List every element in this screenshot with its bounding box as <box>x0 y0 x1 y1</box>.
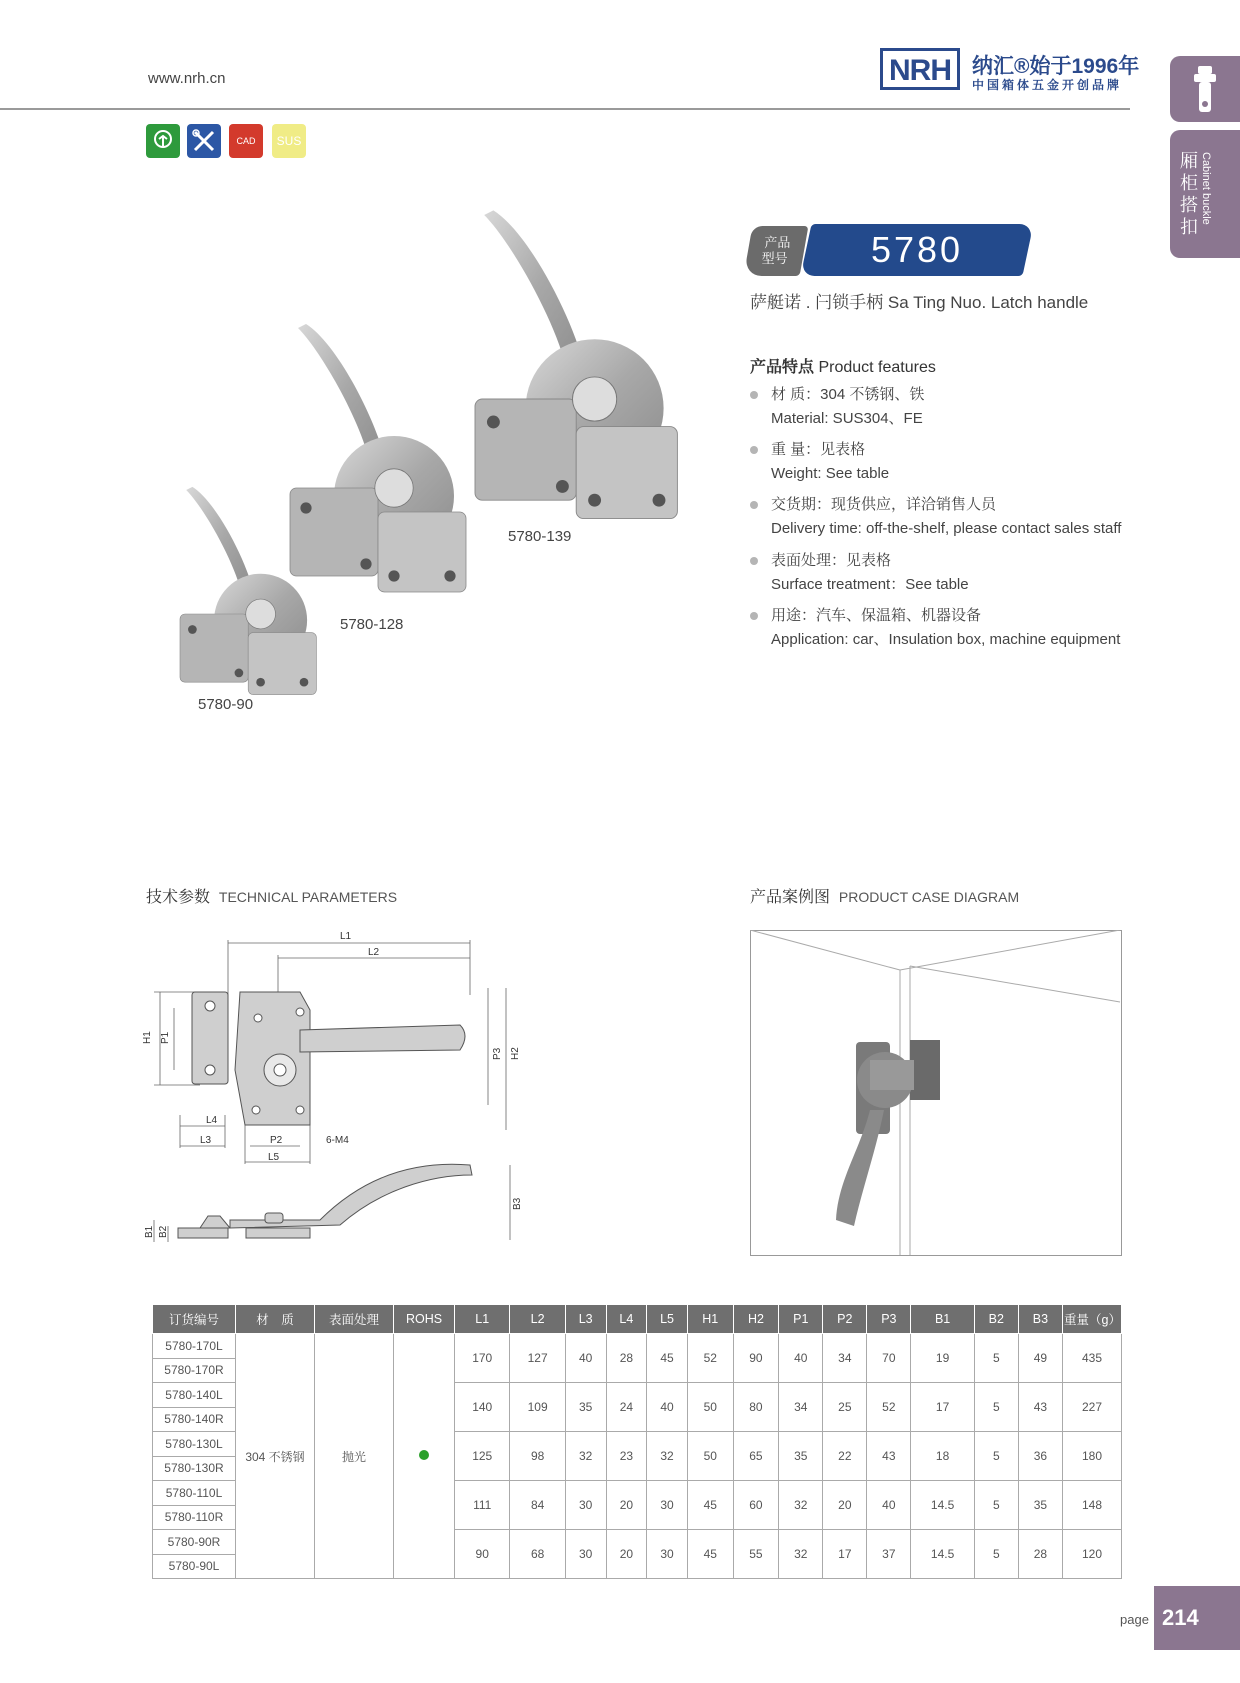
col-header: H1 <box>687 1305 733 1334</box>
col-header: B3 <box>1018 1305 1062 1334</box>
side-tab-en: Cabinet buckle <box>1200 152 1212 225</box>
value-cell: 18 <box>911 1432 974 1481</box>
value-cell: 180 <box>1063 1432 1122 1481</box>
feature-cn: 交货期：现货供应，详洽销售人员 <box>771 496 997 513</box>
value-cell: 98 <box>510 1432 565 1481</box>
value-cell: 43 <box>1018 1383 1062 1432</box>
col-header: 表面处理 <box>315 1305 394 1334</box>
product-subtitle: 萨艇诺 . 闩锁手柄 Sa Ting Nuo. Latch handle <box>750 293 1089 312</box>
value-cell: 50 <box>687 1432 733 1481</box>
value-cell: 30 <box>565 1481 606 1530</box>
value-cell: 68 <box>510 1530 565 1579</box>
order-code-cell <box>153 1530 236 1579</box>
finish-cell: 抛光 <box>315 1334 394 1579</box>
value-cell: 20 <box>606 1481 647 1530</box>
order-code: 5780-170L <box>153 1335 235 1359</box>
value-cell: 125 <box>455 1432 510 1481</box>
value-cell: 32 <box>779 1530 823 1579</box>
bullet-icon <box>750 446 758 454</box>
dim-B3: B3 <box>512 1197 523 1210</box>
logo-title: 纳汇®始于1996年 <box>972 55 1140 78</box>
value-cell: 34 <box>779 1383 823 1432</box>
order-code: 5780-130R <box>164 1460 224 1475</box>
page-label: page <box>1120 1612 1149 1627</box>
col-header: B2 <box>974 1305 1018 1334</box>
col-header: P3 <box>867 1305 911 1334</box>
tools-icon <box>187 124 221 158</box>
case-heading-cn: 产品案例图 <box>750 889 831 906</box>
value-cell: 90 <box>733 1334 779 1383</box>
feature-item <box>750 493 1121 541</box>
value-cell: 5 <box>974 1334 1018 1383</box>
value-cell: 55 <box>733 1530 779 1579</box>
value-cell: 52 <box>687 1334 733 1383</box>
spec-table <box>152 1304 1122 1579</box>
rohs-cell <box>394 1334 455 1579</box>
dim-B1: B1 <box>144 1225 155 1238</box>
side-tab-cn: 厢柜搭扣 <box>1180 151 1198 237</box>
value-cell: 25 <box>823 1383 867 1432</box>
sus-icon: SUS <box>272 124 306 158</box>
feature-item <box>750 383 924 431</box>
value-cell: 17 <box>823 1530 867 1579</box>
value-cell: 435 <box>1063 1334 1122 1383</box>
col-header: 重量（g） <box>1063 1305 1122 1334</box>
order-code-cell <box>153 1334 236 1383</box>
model-label <box>744 226 809 276</box>
value-cell: 32 <box>565 1432 606 1481</box>
col-header: L5 <box>647 1305 688 1334</box>
value-cell: 34 <box>823 1334 867 1383</box>
feature-cn: 用途：汽车、保温箱、机器设备 <box>771 607 982 624</box>
value-cell: 23 <box>606 1432 647 1481</box>
value-cell: 5 <box>974 1530 1018 1579</box>
value-cell: 5 <box>974 1432 1018 1481</box>
feature-item <box>750 438 889 486</box>
value-cell: 40 <box>779 1334 823 1383</box>
value-cell: 5 <box>974 1383 1018 1432</box>
order-code: 5780-110R <box>164 1509 224 1524</box>
variant-label: 5780-139 <box>508 528 572 545</box>
order-code-cell <box>153 1481 236 1530</box>
order-code: 5780-140R <box>164 1411 224 1426</box>
page-number: 214 <box>1154 1586 1240 1650</box>
value-cell: 14.5 <box>911 1530 974 1579</box>
website-url[interactable]: www.nrh.cn <box>148 70 226 87</box>
value-cell: 170 <box>455 1334 510 1383</box>
value-cell: 17 <box>911 1383 974 1432</box>
col-header: L2 <box>510 1305 565 1334</box>
feature-item <box>750 604 1120 652</box>
product-photos <box>160 210 720 700</box>
order-code: 5780-130L <box>153 1433 235 1457</box>
col-header: 订货编号 <box>153 1305 236 1334</box>
col-header: P2 <box>823 1305 867 1334</box>
latch-icon <box>1170 56 1240 122</box>
dim-P1: P1 <box>160 1031 171 1044</box>
dim-holes: 6-M4 <box>326 1135 349 1146</box>
model-number: 5780 <box>870 229 964 270</box>
value-cell: 45 <box>687 1481 733 1530</box>
col-header: L4 <box>606 1305 647 1334</box>
feature-cn: 材 质：304 不锈钢、铁 <box>771 386 925 403</box>
eco-icon <box>146 124 180 158</box>
value-cell: 36 <box>1018 1432 1062 1481</box>
order-code: 5780-90L <box>168 1558 220 1573</box>
value-cell: 14.5 <box>911 1481 974 1530</box>
features-heading <box>750 354 936 377</box>
value-cell: 35 <box>779 1432 823 1481</box>
side-tab-icon[interactable] <box>1170 56 1240 122</box>
header-divider <box>0 108 1130 110</box>
rohs-compliant-icon <box>419 1450 429 1460</box>
value-cell: 45 <box>647 1334 688 1383</box>
value-cell: 19 <box>911 1334 974 1383</box>
value-cell: 52 <box>867 1383 911 1432</box>
model-label-line1: 产品 <box>764 235 791 250</box>
order-code: 5780-140L <box>153 1384 235 1408</box>
col-header: P1 <box>779 1305 823 1334</box>
logo-subtitle: 中国箱体五金开创品牌 <box>972 78 1123 92</box>
value-cell: 50 <box>687 1383 733 1432</box>
nrh-logo-mark[interactable]: NRH <box>880 48 960 90</box>
dim-L5: L5 <box>268 1152 280 1163</box>
value-cell: 43 <box>867 1432 911 1481</box>
feature-en: Delivery time: off-the-shelf, please contact sales staff <box>771 520 1122 537</box>
dim-L4: L4 <box>206 1115 218 1126</box>
cad-icon: CAD <box>229 124 263 158</box>
value-cell: 120 <box>1063 1530 1122 1579</box>
value-cell: 28 <box>1018 1530 1062 1579</box>
value-cell: 32 <box>779 1481 823 1530</box>
value-cell: 40 <box>647 1383 688 1432</box>
col-header: L1 <box>455 1305 510 1334</box>
dim-P2: P2 <box>270 1135 283 1146</box>
product-case-diagram <box>750 930 1122 1256</box>
value-cell: 30 <box>647 1481 688 1530</box>
value-cell: 65 <box>733 1432 779 1481</box>
value-cell: 45 <box>687 1530 733 1579</box>
dim-L1: L1 <box>340 931 352 942</box>
feature-item <box>750 549 969 597</box>
dim-P3: P3 <box>492 1047 503 1060</box>
value-cell: 60 <box>733 1481 779 1530</box>
value-cell: 5 <box>974 1481 1018 1530</box>
value-cell: 35 <box>565 1383 606 1432</box>
value-cell: 32 <box>647 1432 688 1481</box>
value-cell: 30 <box>647 1530 688 1579</box>
latch-5780-139 <box>475 210 677 518</box>
order-code: 5780-170R <box>164 1362 224 1377</box>
feature-en: Application: car、Insulation box, machine equipment <box>771 631 1121 648</box>
bullet-icon <box>750 501 758 509</box>
value-cell: 30 <box>565 1530 606 1579</box>
value-cell: 40 <box>867 1481 911 1530</box>
col-header: B1 <box>911 1305 974 1334</box>
material-cell: 304 不锈钢 <box>236 1334 315 1579</box>
value-cell: 28 <box>606 1334 647 1383</box>
tech-heading-cn: 技术参数 <box>146 889 211 906</box>
value-cell: 84 <box>510 1481 565 1530</box>
variant-label: 5780-128 <box>340 616 404 633</box>
value-cell: 40 <box>565 1334 606 1383</box>
bullet-icon <box>750 612 758 620</box>
value-cell: 24 <box>606 1383 647 1432</box>
tech-heading-en: TECHNICAL PARAMETERS <box>218 889 398 905</box>
value-cell: 90 <box>455 1530 510 1579</box>
feature-en: Material: SUS304、FE <box>771 410 923 427</box>
case-heading-en: PRODUCT CASE DIAGRAM <box>838 889 1020 905</box>
value-cell: 22 <box>823 1432 867 1481</box>
col-header: ROHS <box>394 1305 455 1334</box>
order-code-cell <box>153 1383 236 1432</box>
tech-params-heading <box>146 884 397 907</box>
order-code-cell <box>153 1432 236 1481</box>
order-code: 5780-90R <box>153 1531 235 1555</box>
col-header: H2 <box>733 1305 779 1334</box>
features-heading-en: Product features <box>818 359 936 376</box>
value-cell: 148 <box>1063 1481 1122 1530</box>
technical-drawing <box>140 920 560 1250</box>
features-heading-cn: 产品特点 <box>750 359 815 376</box>
value-cell: 70 <box>867 1334 911 1383</box>
value-cell: 80 <box>733 1383 779 1432</box>
feature-cn: 重 量：见表格 <box>771 441 866 458</box>
feature-cn: 表面处理：见表格 <box>771 552 892 569</box>
col-header: 材 质 <box>236 1305 315 1334</box>
table-header-row <box>153 1305 1122 1334</box>
feature-en: Surface treatment：See table <box>771 576 969 593</box>
value-cell: 227 <box>1063 1383 1122 1432</box>
order-code: 5780-110L <box>153 1482 235 1506</box>
bullet-icon <box>750 391 758 399</box>
value-cell: 20 <box>606 1530 647 1579</box>
dim-L3: L3 <box>200 1135 212 1146</box>
value-cell: 49 <box>1018 1334 1062 1383</box>
model-label-line2: 型号 <box>761 251 788 266</box>
dim-H1: H1 <box>142 1031 153 1044</box>
value-cell: 109 <box>510 1383 565 1432</box>
col-header: L3 <box>565 1305 606 1334</box>
value-cell: 140 <box>455 1383 510 1432</box>
value-cell: 37 <box>867 1530 911 1579</box>
value-cell: 20 <box>823 1481 867 1530</box>
feature-en: Weight: See table <box>771 465 890 482</box>
dim-L2: L2 <box>368 947 380 958</box>
dim-B2: B2 <box>158 1225 169 1238</box>
variant-label: 5780-90 <box>198 696 254 713</box>
value-cell: 111 <box>455 1481 510 1530</box>
case-diagram-heading <box>750 884 1019 907</box>
bullet-icon <box>750 557 758 565</box>
latch-5780-128 <box>290 324 466 592</box>
dim-H2: H2 <box>510 1047 521 1060</box>
value-cell: 35 <box>1018 1481 1062 1530</box>
table-row <box>153 1334 1122 1383</box>
value-cell: 127 <box>510 1334 565 1383</box>
